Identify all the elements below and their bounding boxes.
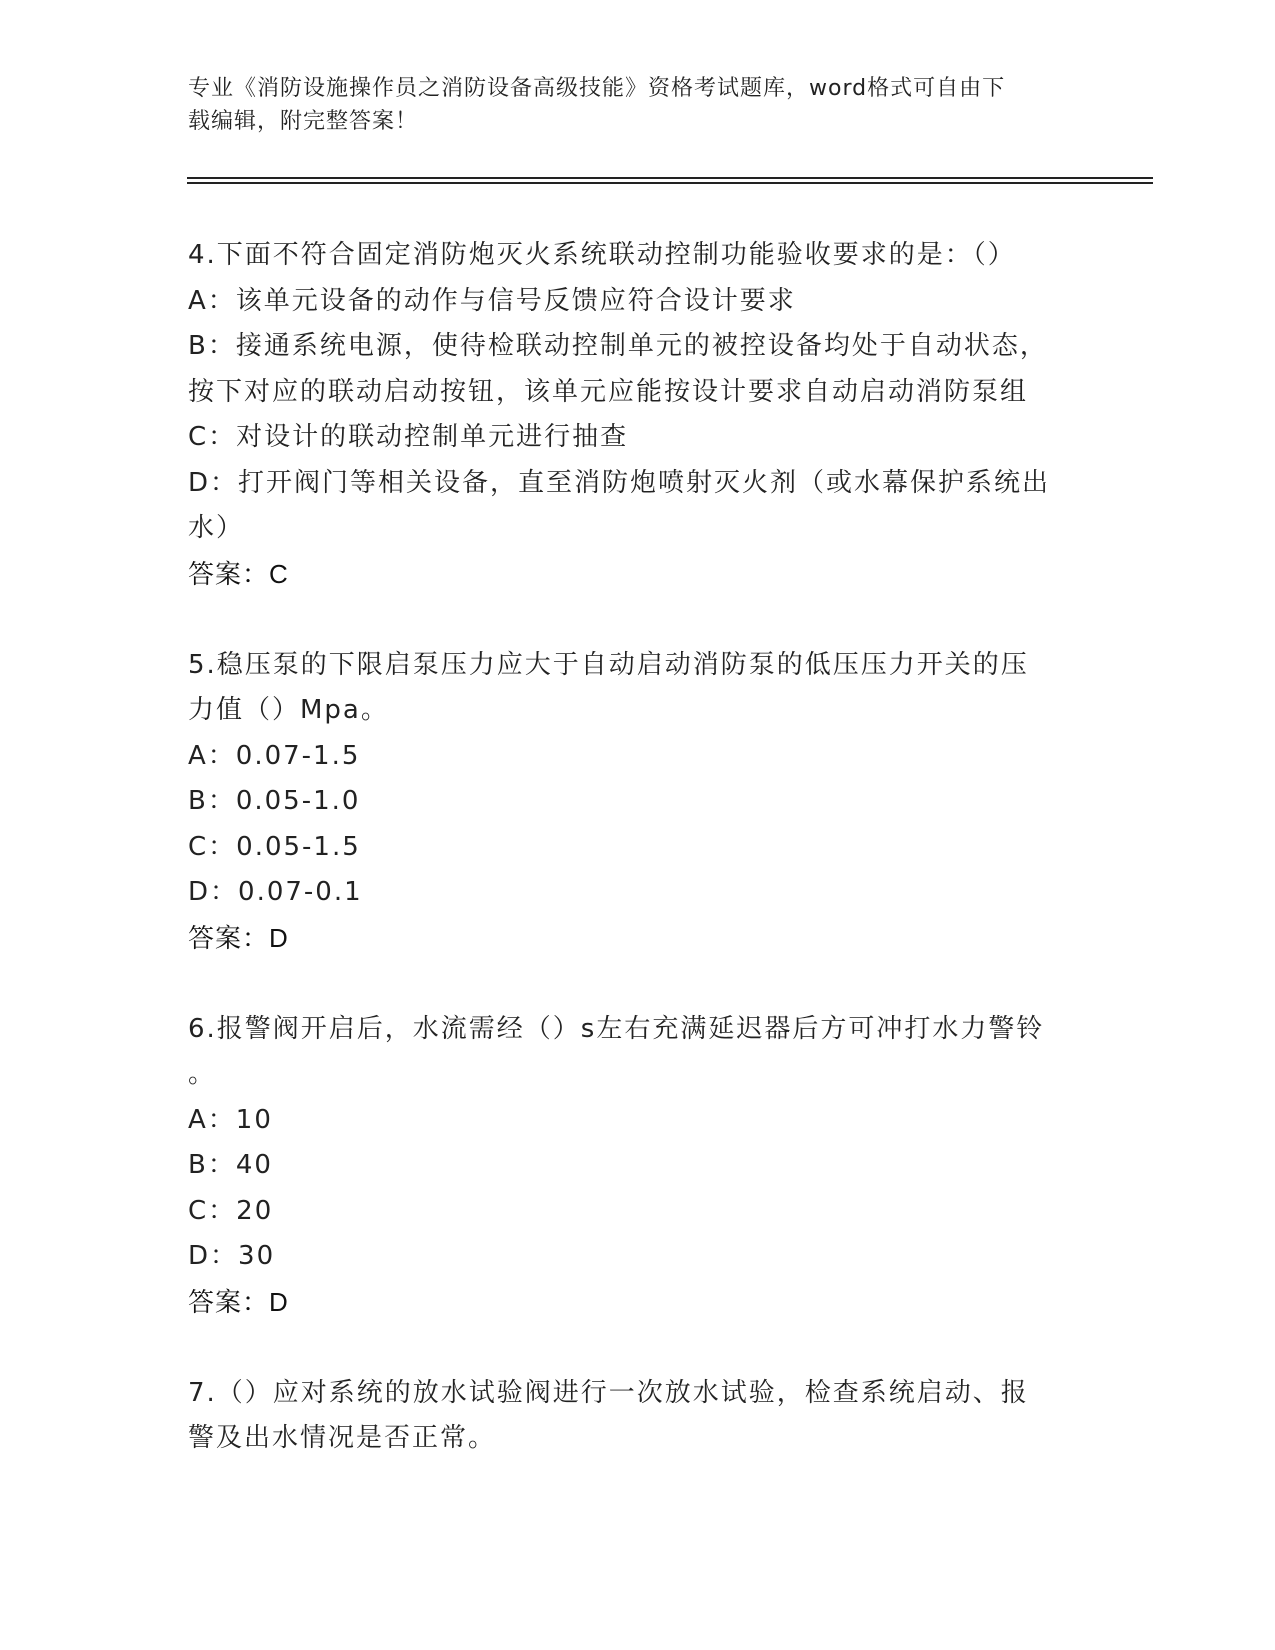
spacer [188, 961, 1088, 1007]
question-6-option-c: C：20 [188, 1195, 274, 1226]
question-4-stem: 4.下面不符合固定消防炮灭火系统联动控制功能验收要求的是：（） [188, 240, 1016, 270]
question-6-answer: 答案：D [188, 1286, 289, 1317]
question-5-option-b: B：0.05-1.0 [188, 786, 361, 816]
question-list [188, 233, 1088, 1462]
question-6-option-a: A：10 [188, 1104, 273, 1135]
question-7-stem: 7.（）应对系统的放水试验阀进行一次放水试验，检查系统启动、报 [188, 1377, 1029, 1408]
header-divider-bottom [187, 182, 1153, 184]
question-5-stem-cont: 力值（）Mpa。 [188, 695, 389, 725]
question-5 [188, 643, 1088, 962]
question-5-stem: 5.稳压泵的下限启泵压力应大于自动启动消防泵的低压压力开关的压 [188, 649, 1029, 680]
question-4-option-b-cont: 按下对应的联动启动按钮，该单元应能按设计要求自动启动消防泵组 [188, 376, 1029, 407]
question-6 [188, 1007, 1088, 1326]
spacer [188, 597, 1088, 643]
question-4-option-b: B：接通系统电源，使待检联动控制单元的被控设备均处于自动状态， [188, 331, 1048, 361]
question-4-answer: 答案：C [188, 558, 289, 589]
question-5-option-d: D：0.07-0.1 [188, 877, 363, 907]
header-line-1: 专业《消防设施操作员之消防设备高级技能》资格考试题库，word格式可自由下 [188, 76, 1006, 101]
header-line-2: 载编辑，附完整答案！ [188, 109, 419, 134]
question-5-option-a: A：0.07-1.5 [188, 740, 361, 771]
question-7 [188, 1371, 1088, 1462]
question-5-answer: 答案：D [188, 922, 289, 953]
question-4-option-a: A：该单元设备的动作与信号反馈应符合设计要求 [188, 285, 796, 316]
question-4-option-d: D：打开阀门等相关设备，直至消防炮喷射灭火剂（或水幕保护系统出 [188, 467, 1051, 498]
spacer [188, 1325, 1088, 1371]
header-divider-top [187, 177, 1153, 179]
question-4-option-d-cont: 水） [188, 513, 245, 543]
document-header [188, 72, 1088, 138]
question-6-option-b: B：40 [188, 1150, 273, 1180]
question-7-stem-cont: 警及出水情况是否正常。 [188, 1423, 497, 1453]
question-4 [188, 233, 1088, 597]
question-5-option-c: C：0.05-1.5 [188, 831, 361, 862]
question-6-stem: 6.报警阀开启后，水流需经（）s左右充满延迟器后方可冲打水力警铃 [188, 1013, 1045, 1044]
question-6-stem-cont: 。 [188, 1059, 217, 1089]
question-4-option-c: C：对设计的联动控制单元进行抽查 [188, 422, 629, 452]
question-6-option-d: D：30 [188, 1241, 276, 1271]
